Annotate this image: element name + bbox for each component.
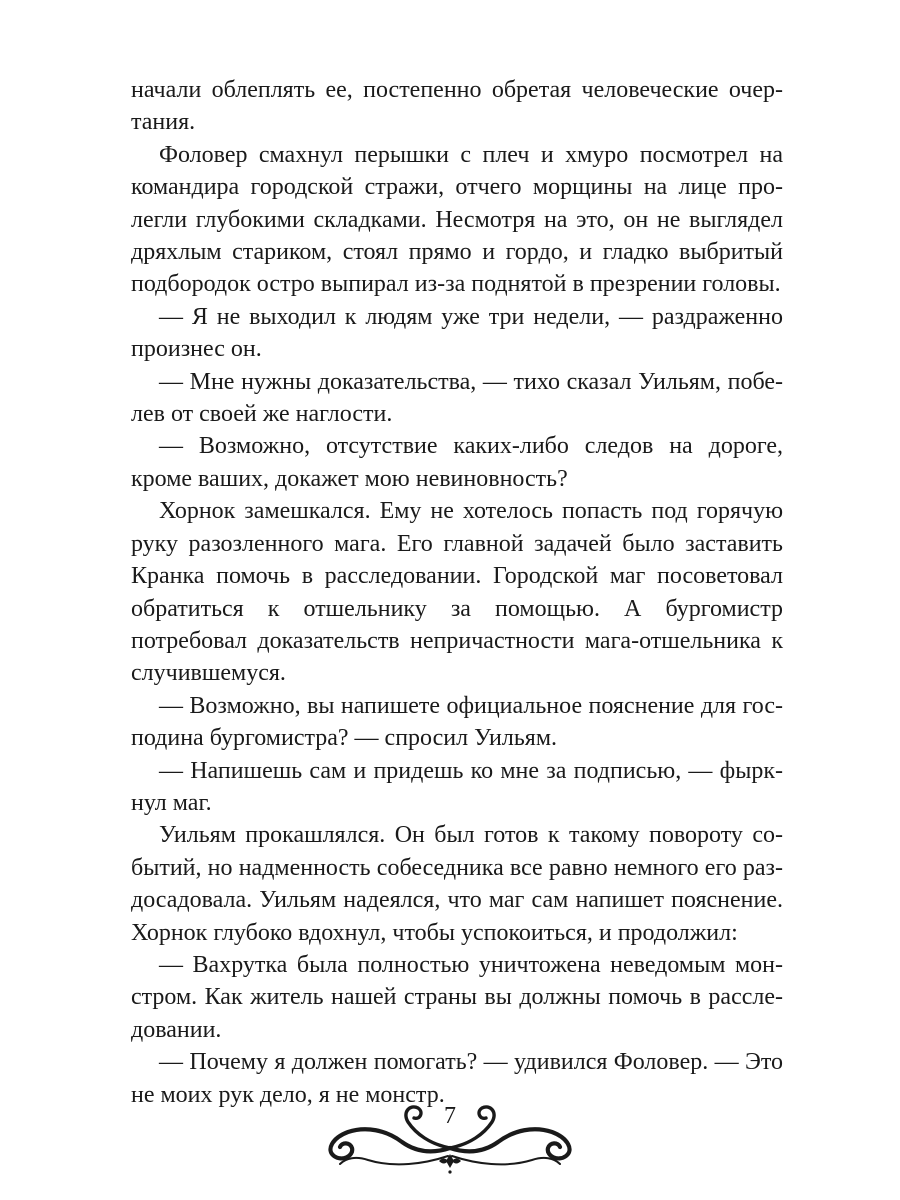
paragraph-6: Хорнок замешкался. Ему не хотелось попасть под горячую руку разозленного мага. Его главной задачей было заставить Кранка помочь в расследовании. Городской маг посоветовал обратиться к отшельнику за помощью. А бургомистр потребовал доказательств непричастности мага-отшельника к случившемуся. <box>131 498 783 687</box>
page-footer <box>0 1090 900 1190</box>
paragraph-5: — Возможно, отсутствие каких-либо следов на дороге, кроме ваших, докажет мою невиновность? <box>131 433 783 492</box>
paragraph-9: Уильям прокашлялся. Он был готов к такому повороту событий, но надменность собеседника все равно немного его раздосадовала. Уильям надеялся, что маг сам напишет пояснение. Хорнок глубоко вдохнул, чтобы успокоиться, и продолжил: <box>131 822 783 946</box>
page-body-text <box>131 74 783 1111</box>
page-number: 7 <box>444 1103 456 1129</box>
paragraph-11: — Почему я должен помогать? — удивился Фоловер. — Это не моих рук дело, я не монстр. <box>131 1049 783 1108</box>
paragraph-2: Фоловер смахнул перышки с плеч и хмуро посмотрел на командира городской стражи, отчего морщины на лице пролегли глубокими складками. Несмотря на это, он не выглядел дряхлым стариком, стоял прямо и гордо, и гладко выбритый подбородок остро выпирал из-за поднятой в презрении головы. <box>131 141 783 298</box>
paragraph-10: — Вахрутка была полностью уничтожена неведомым монстром. Как житель нашей страны вы должны помочь в расследовании. <box>131 951 783 1043</box>
paragraph-3: — Я не выходил к людям уже три недели, — раздраженно произнес он. <box>131 303 783 363</box>
paragraph-1: начали облеплять ее, постепенно обретая человеческие очертания. <box>131 77 783 136</box>
paragraph-4: — Мне нужны доказательства, — тихо сказал Уильям, побелев от своей же наглости. <box>131 368 783 428</box>
paragraph-8: — Напишешь сам и придешь ко мне за подписью, — фыркнул маг. <box>131 757 783 816</box>
paragraph-7: — Возможно, вы напишете официальное пояснение для господина бургомистра? — спросил Уильям. <box>131 692 783 752</box>
